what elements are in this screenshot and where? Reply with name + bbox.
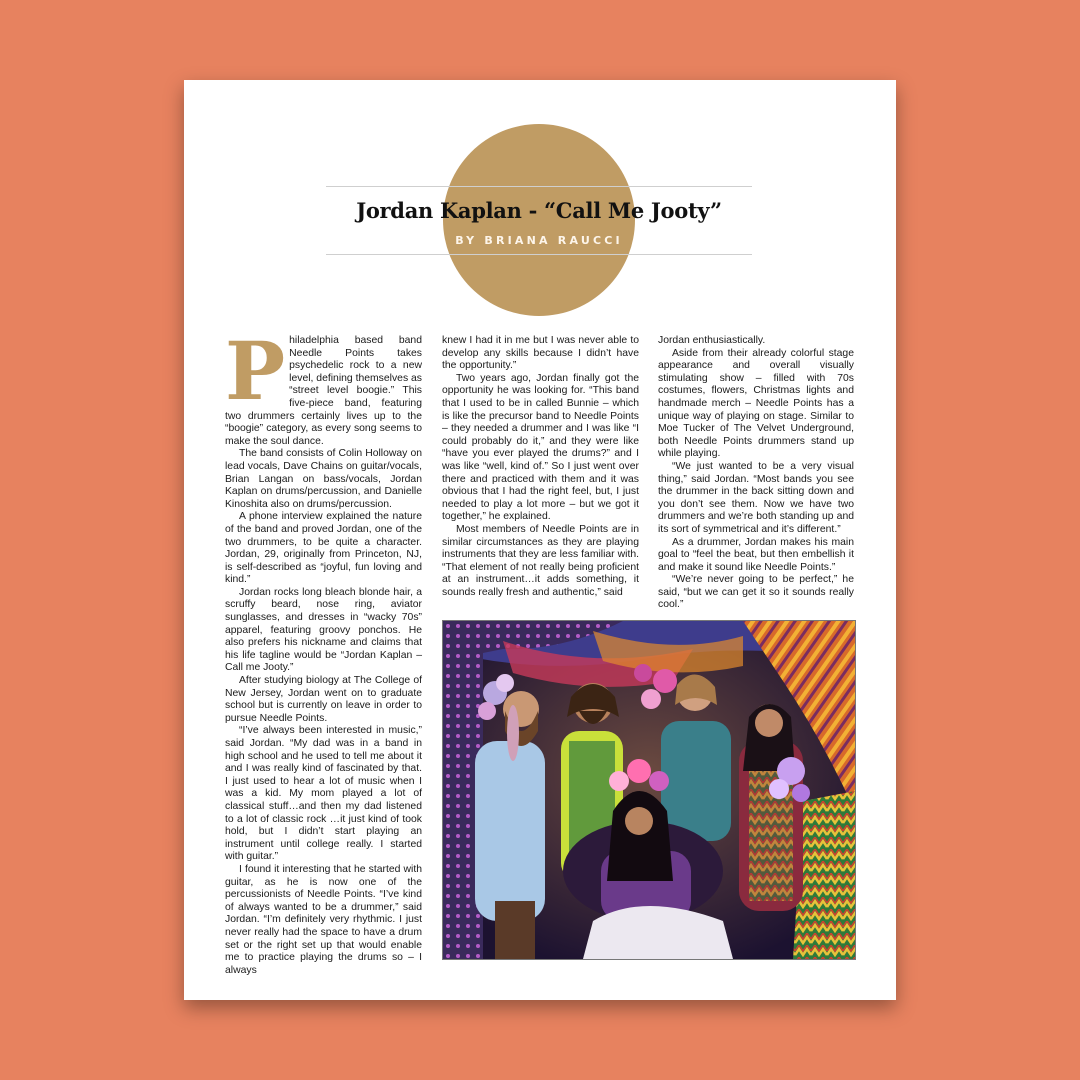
paragraph: Jordan enthusiastically. xyxy=(658,335,766,346)
paragraph: “We just wanted to be a very visual thing,” said Jordan. “Most bands you see the drummer in the back sitting down and you don’t see them. Now we have two drummers and we’re both standing up and its sort of symmetrical and it’s different.” xyxy=(658,460,854,535)
paragraph-text: hiladelphia based band Needle Points takes psychedelic rock to a new level, defining themselves as “street level boogie.” This five-piece band, featuring two drummers certainly lives up to the “boogie” category, as every song seems to make the soul dance. xyxy=(225,335,422,447)
paragraph: Aside from their already colorful stage appearance and overall visually stimulating show – filled with 70s costumes, flowers, Christmas lights and handmade merch – Needle Points has a unique way of playing on stage. Similar to Moe Tucker of The Velvet Underground, both Needle Points drummers stand up while playing. xyxy=(658,347,854,460)
paragraph: As a drummer, Jordan makes his main goal to “feel the beat, but then embellish it and make it sound like Needle Points.” xyxy=(658,536,854,573)
title-rule-bottom xyxy=(326,254,752,255)
text-column-1 xyxy=(225,324,422,977)
paragraph: I found it interesting that he started with guitar, as he is now one of the percussionists of Needle Points. “I’ve kind of always wanted to be a drummer,” said Jordan. “I’m definitely very rhythmic. I just never really had the space to have a drum set or the right set up that would enable me to practice playing the drums so – I always xyxy=(225,863,422,976)
drop-cap: P xyxy=(225,324,286,418)
text-column-2 xyxy=(442,335,639,599)
paragraph: “We’re never going to be perfect,” he said, “but we can get it so it sounds really cool.” xyxy=(658,574,854,611)
paragraph: Most members of Needle Points are in similar circumstances as they are playing instruments that they are less familiar with. “That element of not really being proficient at an instrument…it adds something, it sounds really fresh and authentic,” said xyxy=(442,523,639,598)
paragraph: “I’ve always been interested in music,” said Jordan. “My dad was in a band in high school and he used to tell me about it and I was really kind of fascinated by that. I just used to hear a lot of music when I was a kid. My mom played a lot of classical stuff…and then my dad listened to a lot of classic rock …it just kind of took hold, but I didn’t start playing an instrument until college really. I started with guitar.” xyxy=(225,725,422,863)
paragraph: knew I had it in me but I was never able to develop any skills because I didn’t have the opportunity.” xyxy=(442,335,639,372)
paragraph xyxy=(225,324,422,448)
article-title: Jordan Kaplan - “Call Me Jooty” xyxy=(356,198,722,223)
text-column-3 xyxy=(658,335,854,612)
band-photo xyxy=(442,620,856,960)
title-rule-top xyxy=(326,186,752,187)
paragraph: The band consists of Colin Holloway on lead vocals, Dave Chains on guitar/vocals, Brian Langan on bass/vocals, Jordan Kaplan on drums/percussion, and Danielle Kinoshita also on drums/percussion. xyxy=(225,448,422,510)
paragraph: After studying biology at The College of New Jersey, Jordan went on to graduate school but is currently on leave in order to pursue Needle Points. xyxy=(225,675,422,724)
paragraph: Two years ago, Jordan finally got the opportunity he was looking for. “This band that I used to be in called Bunnie – which is like the precursor band to Needle Points – they needed a drummer and I was like “I could probably do it,” and they were like “have you ever played the drums?” and I was like “well, kind of.” So I just went over there and practiced with them and it was obvious that I had the right feel, but, I just needed to play a lot more – but we got it together,” he explained. xyxy=(442,372,639,523)
band-photo-illustration xyxy=(443,621,855,959)
article-byline: BY BRIANA RAUCCI xyxy=(455,234,623,247)
paragraph: Jordan rocks long bleach blonde hair, a scruffy beard, nose ring, aviator sunglasses, and dresses in “wacky 70s” apparel, featuring groovy ponchos. He also prefers his nickname and claims that his life tagline would be “Jordan Kaplan – Call me Jooty.” xyxy=(225,586,422,674)
magazine-page xyxy=(184,80,896,1000)
paragraph: A phone interview explained the nature of the band and proved Jordan, one of the two drummers, to be quite a character. Jordan, 29, originally from Princeton, NJ, is self-described as “joyful, fun loving and kind.” xyxy=(225,511,422,586)
